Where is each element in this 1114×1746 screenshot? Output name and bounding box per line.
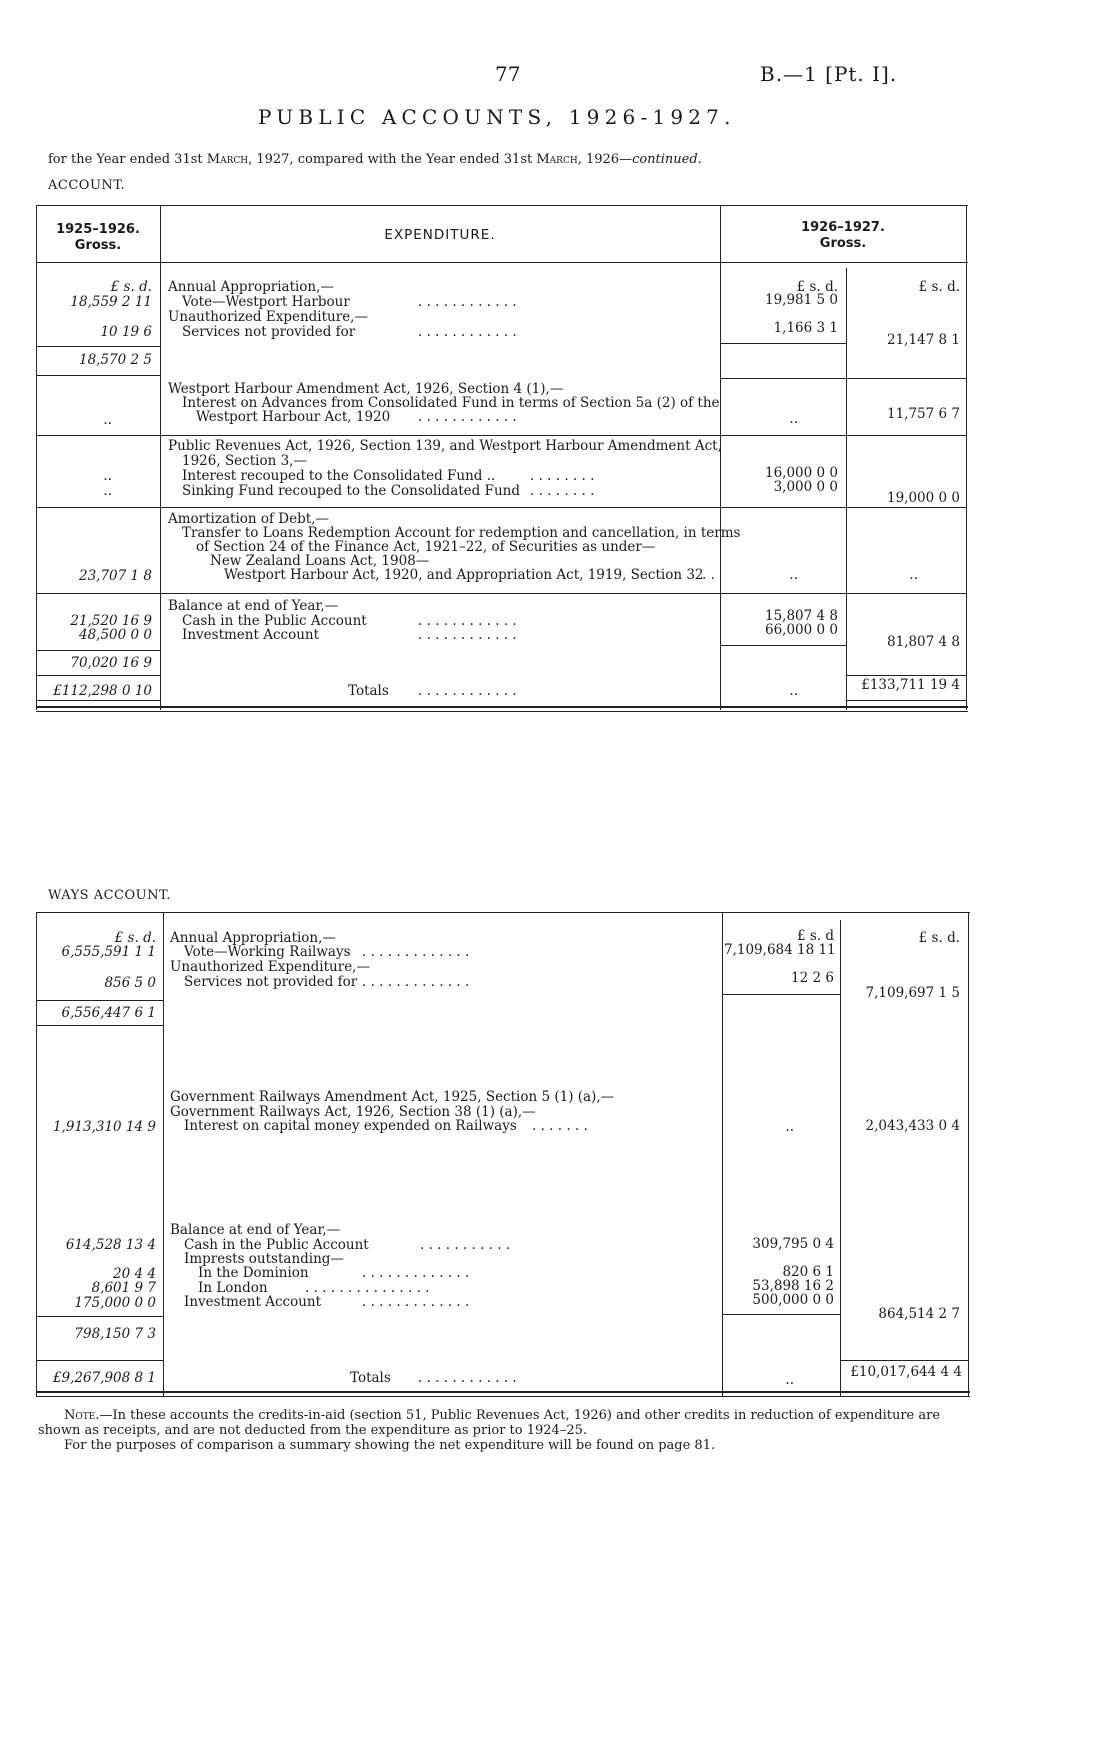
desc-line: Sinking Fund recouped to the Consolidated Fund [182,483,520,499]
leader-dots: . . . . . . . . . . . . . [362,1294,470,1310]
units-left: £ s. d. [114,930,156,946]
value-a: 309,795 0 4 [752,1236,834,1252]
leader-dots: . . . . . . . . . . . . [418,627,517,643]
value-a: .. [785,1119,794,1135]
units-b: £ s. d. [918,930,960,946]
left-value: 20 4 4 [113,1266,156,1282]
value-a: 66,000 0 0 [765,622,838,638]
value-a: 7,109,684 18 11 [724,942,836,958]
left-value: 18,559 2 11 [70,294,152,310]
left-subtotal: 70,020 16 9 [70,655,152,671]
left-subtotal: 18,570 2 5 [79,352,152,368]
desc-line: Balance at end of Year,— [170,1222,341,1238]
leader-dots: . . . . . . . . [530,483,595,499]
desc-line: Westport Harbour Act, 1920, and Appropriation Act, 1919, Section 32 [224,567,704,583]
value-a: .. [789,411,798,427]
section-label: WAYS ACCOUNT. [48,888,171,903]
value-a: 19,981 5 0 [765,292,838,308]
totals-b: £10,017,644 4 4 [850,1364,962,1380]
leader-dots: . . . . . . . . . . . . [418,409,517,425]
totals-left: £9,267,908 8 1 [52,1370,156,1386]
leader-dots: . . [702,567,715,583]
note-line: shown as receipts, and are not deducted from the expenditure as prior to 1924–25. [38,1423,587,1438]
desc-line: Interest on Advances from Consolidated Fund in terms of Section 5a (2) of the [182,395,720,411]
desc-services: Services not provided for [182,324,356,340]
totals-label: Totals [348,683,389,699]
desc-line: Public Revenues Act, 1926, Section 139, and Westport Harbour Amendment Act, [168,438,722,454]
page-number: 77 [495,62,521,86]
totals-a: .. [785,1372,794,1388]
left-value: .. [103,412,112,428]
desc-line: Cash in the Public Account [182,613,367,629]
value-b: 7,109,697 1 5 [865,985,960,1001]
desc-line: Imprests outstanding— [184,1251,344,1267]
desc-line: Westport Harbour Amendment Act, 1926, Section 4 (1),— [168,381,564,397]
left-value: 856 5 0 [104,975,156,991]
value-a: 15,807 4 8 [765,608,838,624]
left-value: 48,500 0 0 [79,627,152,643]
desc-vote-westport: Vote—Westport Harbour [182,294,350,310]
value-a: 3,000 0 0 [773,479,838,495]
note-line: Note.—In these accounts the credits-in-aid (section 51, Public Revenues Act, 1926) and other credits in reduction of expenditure are [64,1408,941,1423]
leader-dots: . . . . . . . . . . . . [418,613,517,629]
desc-line: New Zealand Loans Act, 1908— [210,553,430,569]
value-a: 820 6 1 [782,1264,834,1280]
value-a: .. [789,567,798,583]
totals-a: .. [789,683,798,699]
units-b: £ s. d. [918,279,960,295]
desc-line: Westport Harbour Act, 1920 [196,409,391,425]
leader-dots: . . . . . . . . [530,468,595,484]
note-line: For the purposes of comparison a summary showing the net expenditure will be found on page 81. [64,1438,716,1453]
left-subtotal: 6,556,447 6 1 [61,1005,156,1021]
leader-dots: . . . . . . . . . . . . [418,324,517,340]
totals-label: Totals [350,1370,391,1386]
col-head-1926-gross: Gross. [819,236,867,251]
left-value: .. [103,483,112,499]
desc-unauthorized: Unauthorized Expenditure,— [168,309,368,325]
totals-b: £133,711 19 4 [861,677,960,693]
desc-line: Services not provided for [184,974,358,990]
value-a: 53,898 16 2 [752,1278,834,1294]
left-value: 23,707 1 8 [79,568,152,584]
page-title: PUBLIC ACCOUNTS, 1926-1927. [258,105,736,129]
value-b: 11,757 6 7 [887,406,960,422]
value-b: .. [909,567,918,583]
col-head-expenditure: EXPENDITURE. [384,227,496,243]
leader-dots: . . . . . . . . . . . . . [362,974,470,990]
left-value: 8,601 9 7 [91,1280,156,1296]
value-a: 12 2 6 [791,970,834,986]
desc-line: Vote—Working Railways [184,944,351,960]
value-b: 81,807 4 8 [887,634,960,650]
desc-line: Annual Appropriation,— [170,930,336,946]
units-a: £ s. d [796,928,834,944]
desc-line: In the Dominion [198,1265,309,1281]
totals-left: £112,298 0 10 [53,683,152,699]
desc-line: Investment Account [184,1294,322,1310]
leader-dots: . . . . . . . . . . . . [418,294,517,310]
leader-dots: . . . . . . . [532,1118,588,1134]
account-label: ACCOUNT. [48,178,126,193]
desc-annual-appropriation: Annual Appropriation,— [168,279,334,295]
desc-line: Investment Account [182,627,320,643]
left-value: 614,528 13 4 [65,1237,156,1253]
desc-line: Interest on capital money expended on Railways [184,1118,517,1134]
value-b: 2,043,433 0 4 [865,1118,960,1134]
left-value: 10 19 6 [100,324,152,340]
left-value: 6,555,591 1 1 [61,944,156,960]
left-value: 175,000 0 0 [74,1295,156,1311]
value-a: 16,000 0 0 [765,465,838,481]
desc-line: Government Railways Act, 1926, Section 38 (1) (a),— [170,1104,536,1120]
desc-line: Balance at end of Year,— [168,598,339,614]
page-reference: B.—1 [Pt. I]. [760,62,898,86]
desc-line: Amortization of Debt,— [168,511,329,527]
col-head-1925-gross: Gross. [74,238,122,253]
desc-line: Interest recouped to the Consolidated Fund .. [182,468,496,484]
leader-dots: . . . . . . . . . . . . . [362,944,470,960]
value-b: 21,147 8 1 [887,332,960,348]
desc-line: Unauthorized Expenditure,— [170,959,370,975]
desc-line: Government Railways Amendment Act, 1925, Section 5 (1) (a),— [170,1089,615,1105]
value-a: 1,166 3 1 [773,320,838,336]
desc-line: 1926, Section 3,— [182,453,307,469]
leader-dots: . . . . . . . . . . . . [418,683,517,699]
units-a: £ s. d. [796,279,838,295]
units-left: £ s. d. [110,279,152,295]
leader-dots: . . . . . . . . . . . [420,1237,511,1253]
left-subtotal: 798,150 7 3 [74,1326,156,1342]
leader-dots: . . . . . . . . . . . . [418,1370,517,1386]
desc-line: In London [198,1280,268,1296]
left-value: 21,520 16 9 [70,613,152,629]
left-value: 1,913,310 14 9 [52,1119,156,1135]
value-b: 19,000 0 0 [887,490,960,506]
col-head-1925: 1925–1926. [56,222,140,237]
desc-line: Transfer to Loans Redemption Account for redemption and cancellation, in terms [182,525,741,541]
desc-line: of Section 24 of the Finance Act, 1921–22, of Securities as under— [196,539,656,555]
leader-dots: . . . . . . . . . . . . . [362,1265,470,1281]
leader-dots: . . . . . . . . . . . . . . . [305,1280,430,1296]
desc-line: Cash in the Public Account [184,1237,369,1253]
subtitle: for the Year ended 31st March, 1927, compared with the Year ended 31st March, 1926—continued. [48,152,702,167]
left-value: .. [103,468,112,484]
col-head-1926: 1926–1927. [801,220,885,235]
value-b: 864,514 2 7 [878,1306,960,1322]
value-a: 500,000 0 0 [752,1292,834,1308]
